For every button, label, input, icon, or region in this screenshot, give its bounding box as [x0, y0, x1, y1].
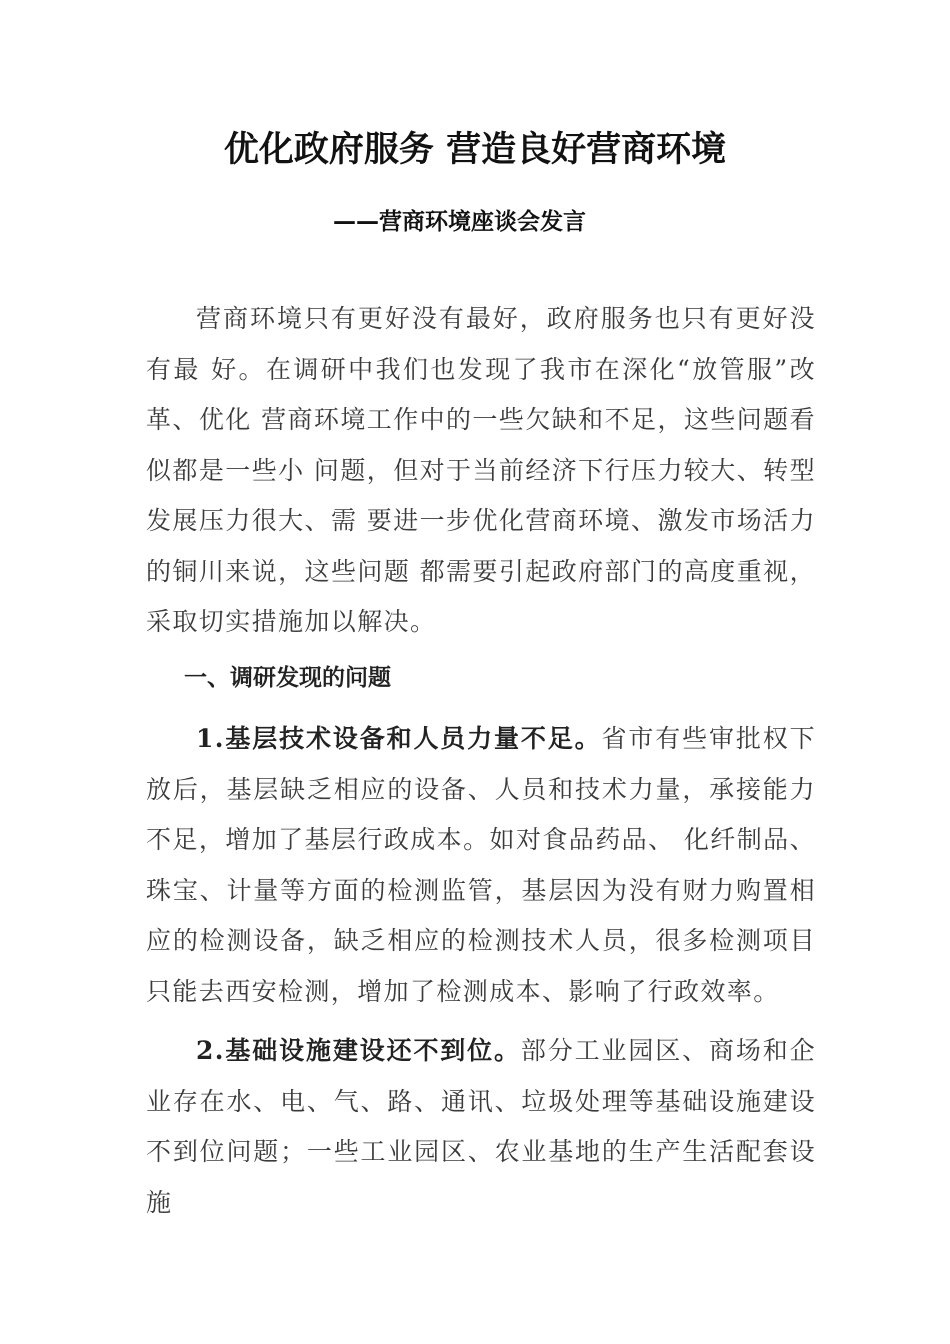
issue-item-1-lead: 1.基层技术设备和人员力量不足。 [196, 724, 602, 753]
document-subtitle: ——营商环境座谈会发言 [333, 209, 586, 235]
issue-item-1-body: 省市有些审批权下放后，基层缺乏相应的设备、人员和技术力量，承接能力不足，增加了基层行政成本。如对食品药品、 化纤制品、珠宝、计量等方面的检测监管，基层因为没有财力购置相应的检测设备，缺乏相应的检测技术人员，很多检测项目只能去西安检测，增加了检测成本、影响了行政效率。 [146, 724, 817, 1006]
issue-item-2-body: 部分工业园区、商场和企业存在水、电、气、路、通讯、垃圾处理等基础设施建设不到位问题；一些工业园区、农业基地的生产生活配套设施 [146, 1036, 816, 1217]
issue-item-2 [146, 1026, 816, 1217]
document-title: 优化政府服务 营造良好营商环境 [223, 129, 727, 170]
issue-item-2-lead: 2.基础设施建设还不到位。 [196, 1036, 521, 1065]
section-heading: 一、调研发现的问题 [184, 665, 391, 691]
issue-item-1 [146, 714, 816, 1017]
intro-paragraph: 营商环境只有更好没有最好，政府服务也只有更好没有最 好。在调研中我们也发现了我市在深化“放管服”改革、优化 营商环境工作中的一些欠缺和不足，这些问题看似都是一些小 问题，但对于当前经济下行压力较大、转型发展压力很大、需 要进一步优化营商环境、激发市场活力的铜川来说，这些问题 都需要引起政府部门的高度重视，采取切实措施加以解决。 [146, 304, 816, 636]
